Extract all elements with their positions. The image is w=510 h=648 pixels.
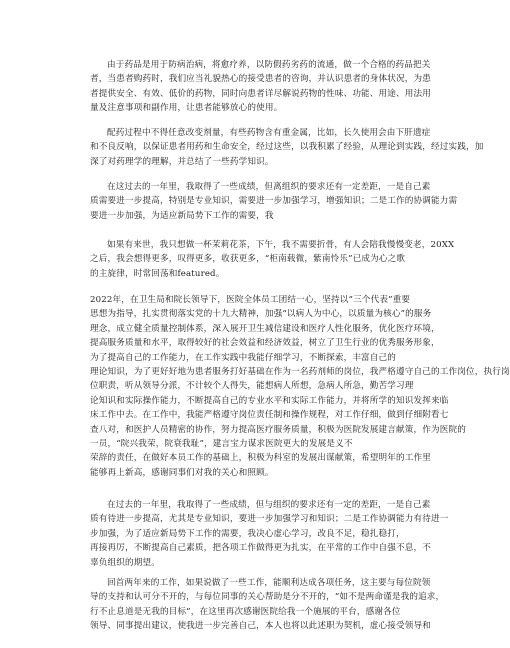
text-line: 提高服务质量和水平，取得较好的社会效益和经济效益，树立了卫生行业的优秀服务形象， (90, 338, 440, 349)
text-line: 质有待进一步提高，尤其是专业知识，要进一步加强学习和知识；二是工作协调能力有待进一 (90, 514, 449, 525)
paragraph-3 (90, 180, 458, 223)
text-line: 一员，“院兴我荣，院衰我耻”，建言宝力谋求医院更大的发展是义不 (90, 439, 353, 450)
text-line: 的主旋律，时常回荡和featured。 (90, 268, 225, 279)
text-line: 论知识和实际操作能力，不断提高自己的专业水平和实际工作能力，并将所学的知识发挥来临 (90, 395, 449, 406)
paragraph-5 (90, 293, 510, 480)
text-line: 质需要进一步提高，特别是专业知识，需要进一步加强学习，增强知识；二是工作的协调能力需 (90, 196, 458, 207)
text-line: 者提供安全、有效、低价的药物，同时向患者详尽解说药物的性味、功能、用途、用法用 (90, 88, 432, 99)
text-line: 荣辞的责任，在做好本员工作的基础上，积极为科室的发展出谋献策，希望明年的工作里 (90, 453, 432, 464)
text-line: 导的支持和认可分不开的，与每位同事的关心帮助是分不开的，“如不是两命谨是我的追求， (90, 592, 445, 603)
text-line: 2022年，在卫生局和院长领导下，医院全体员工团结一心，坚持以“三个代表”重要 (90, 295, 411, 305)
paragraph-1 (90, 58, 432, 116)
text-line: 位职责，听从领导分派，不计较个人得失，能想病人所想，急病人所急，勤苦学习理 (90, 381, 414, 392)
text-line: 在这过去的一年里，我取得了一些成绩，但离组织的要求还有一定差距，一是自己素 (107, 182, 431, 192)
text-line: 理论知识，为了更好好地为患者服务打好基础在作为一名药剂师的岗位，我严格遵守自己的工作岗位，执行岗 (90, 367, 510, 378)
paragraph-2 (90, 126, 484, 169)
text-line: 辜负组织的期望。 (90, 557, 160, 568)
text-line: 之后，我会想得更多，叹得更多，收获更多，“柜南载微，紫南怜乐”已成为心之歌 (90, 254, 406, 265)
text-line: 理念，成立健全质量控制体系，深入展开卫生减信建设和医疗人性化服务，优化医疗环境， (90, 323, 440, 334)
text-line: 要进一步加强，为适应新局势下工作的需要，我 (90, 210, 274, 221)
text-line: 和不良反响，以保证患者用药和生命安全，经过这些，以我积累了经验，从理论到实践，经过实践，加 (90, 142, 484, 153)
text-line: 配药过程中不得任意改变剂量，有些药物含有重金属，比如，长久使用会由下肝遗症 (107, 128, 431, 138)
text-line: 者，当患者购药时，我们应当礼貌热心的接受患者的咨询，并认识患者的身体状况，为患 (90, 74, 432, 85)
text-line: 在过去的一年里，我取得了一些成绩，但与组织的要求还有一定的差距，一是自己素 (107, 500, 431, 510)
paragraph-4 (90, 238, 455, 281)
paragraph-7 (90, 576, 445, 634)
text-line: 查八对，和医护人员精密的协作，努力提高医疗服务质量，积极为医院发展建言献策，作为医院的 (90, 424, 466, 435)
text-line: 由于药品是用于防病治病，将愈疗养，以防假药劣药的流通，做一个合格的药品把关 (107, 60, 431, 70)
paragraph-6 (90, 498, 449, 570)
text-line: 步加强，为了适应新局势下工作的需要，我决心虚心学习，改良不足，稳扎稳打， (90, 528, 405, 539)
text-line: 如果有来世，我只想做一杯茉莉花茶，下午，我不需要折骨，有人会陪我慢慢变老，20XX (107, 240, 455, 250)
text-line: 领导、同事提出建议，使我进一步完善自己，本人也将以此述职为契机，虚心接受领导和 (90, 621, 432, 632)
text-line: 回首两年来的工作，如果说做了一些工作，能顺利达成各项任务，这主要与每位院领 (107, 578, 431, 588)
text-line: 能够再上新高，感谢同事们对我的关心和照顾。 (90, 467, 274, 478)
text-line: 再接再厉，不断提高自己素质，把各项工作做得更为扎实，在平常的工作中自强不息，不 (90, 543, 432, 554)
text-line: 行不止息道是无我的目标”，在这里再次感谢医院给我一个施展的平台，感谢各位 (90, 606, 401, 617)
text-line: 深了对药理学的理解，并总结了一些药学知识。 (90, 156, 274, 167)
text-line: 量及注意事项和副作用，让患者能够放心的使用。 (90, 103, 283, 114)
text-line: 为了提高自己的工作能力，在工作实践中我能仔细学习，不断探索，丰富自己的 (90, 352, 397, 363)
text-line: 床工作中去。在工作中，我能严格遵守岗位责任制和操作规程，对工作仔细，做到仔细附看七 (90, 410, 449, 421)
text-line: 思想为指导，扎实贯彻落实党的十九大精神，加强“以病人为中心，以质量为核心”的服务 (90, 309, 432, 320)
